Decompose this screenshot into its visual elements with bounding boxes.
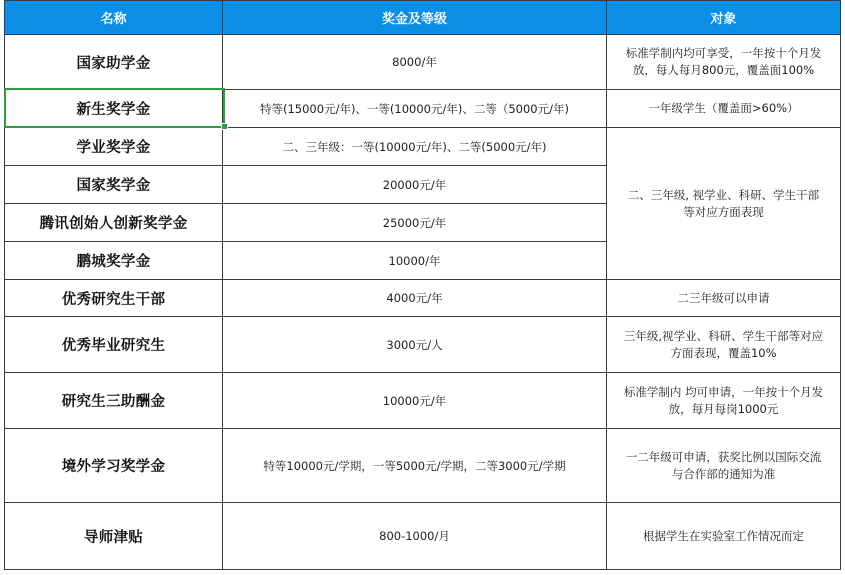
target-line: 二、三年级, 视学业、科研、学生干部	[627, 187, 820, 202]
header-row	[5, 1, 841, 35]
amount-cell[interactable]: 3000元/人	[223, 317, 607, 373]
target-cell[interactable]	[607, 35, 841, 90]
amount-cell[interactable]: 10000元/年	[223, 373, 607, 429]
amount-cell[interactable]: 10000/年	[223, 242, 607, 280]
table-row	[5, 373, 841, 429]
target-line: 三年级,视学业、科研、学生干部等对应	[623, 328, 824, 343]
target-line: 一二年级可申请，获奖比例以国际交流	[625, 449, 822, 464]
scholarship-name-cell-selected[interactable]: 新生奖学金	[5, 90, 223, 128]
target-line: 标准学制内 均可申请，一年按十个月发	[623, 384, 824, 399]
amount-cell[interactable]: 25000元/年	[223, 204, 607, 242]
amount-cell[interactable]: 特等10000元/学期，一等5000元/学期，二等3000元/学期	[223, 429, 607, 503]
target-cell[interactable]	[607, 317, 841, 373]
target-line: 方面表现，覆盖10%	[670, 345, 777, 360]
scholarship-name-cell[interactable]: 国家助学金	[5, 35, 223, 90]
target-line: 标准学制内均可享受，一年按十个月发	[625, 46, 822, 60]
amount-cell[interactable]: 20000元/年	[223, 166, 607, 204]
table-row	[5, 35, 841, 90]
header-target[interactable]: 对象	[607, 1, 841, 35]
scholarship-name-cell[interactable]: 导师津贴	[5, 503, 223, 570]
scholarship-name-cell[interactable]: 优秀研究生干部	[5, 280, 223, 317]
scholarship-name-cell[interactable]: 研究生三助酬金	[5, 373, 223, 429]
scholarship-name-cell[interactable]: 境外学习奖学金	[5, 429, 223, 503]
target-line: 放，每月每岗1000元	[668, 401, 779, 416]
target-cell[interactable]: 二三年级可以申请	[607, 280, 841, 317]
scholarship-name-cell[interactable]: 国家奖学金	[5, 166, 223, 204]
amount-cell[interactable]: 800-1000/月	[223, 503, 607, 570]
amount-cell[interactable]: 8000/年	[223, 35, 607, 90]
target-cell[interactable]: 一年级学生（覆盖面>60%）	[607, 90, 841, 128]
fill-handle[interactable]	[221, 123, 228, 130]
header-name[interactable]: 名称	[5, 1, 223, 35]
table-row	[5, 317, 841, 373]
scholarship-name-cell[interactable]: 鹏城奖学金	[5, 242, 223, 280]
target-line: 放，每人每月800元，覆盖面100%	[632, 63, 815, 77]
target-line: 与合作部的通知为准	[671, 466, 776, 481]
scholarship-name-cell[interactable]: 优秀毕业研究生	[5, 317, 223, 373]
scholarship-name-cell[interactable]: 学业奖学金	[5, 128, 223, 166]
table-row	[5, 429, 841, 503]
table-row	[5, 128, 841, 166]
header-amount[interactable]: 奖金及等级	[223, 1, 607, 35]
target-cell[interactable]	[607, 373, 841, 429]
target-cell-merged[interactable]	[607, 128, 841, 280]
amount-cell[interactable]: 二、三年级：一等(10000元/年)、二等(5000元/年)	[223, 128, 607, 166]
amount-cell[interactable]: 4000元/年	[223, 280, 607, 317]
target-cell[interactable]: 根据学生在实验室工作情况而定	[607, 503, 841, 570]
scholarship-table	[4, 0, 841, 570]
target-line: 等对应方面表现	[683, 204, 764, 219]
table-row	[5, 90, 841, 128]
table-row	[5, 280, 841, 317]
amount-cell[interactable]: 特等(15000元/年)、一等(10000元/年)、二等（5000元/年)	[223, 90, 607, 128]
scholarship-name-cell[interactable]: 腾讯创始人创新奖学金	[5, 204, 223, 242]
target-cell[interactable]	[607, 429, 841, 503]
table-row	[5, 503, 841, 570]
